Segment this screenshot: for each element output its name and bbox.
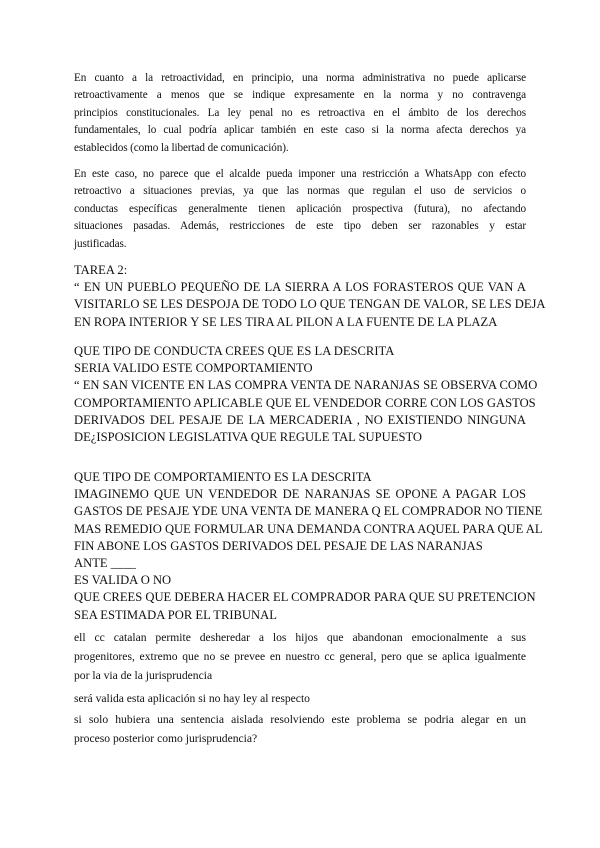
- question-line: proceso posterior como jurisprudencia?: [74, 732, 258, 745]
- paragraph-vendedor-naranjas: [74, 469, 543, 624]
- task-heading: TAREA 2:: [74, 263, 128, 277]
- text-line: progenitores, extremo que no se prevee en nuestro cc general, pero que se aplica igualmente: [74, 650, 526, 663]
- question-line: QUE TIPO DE COMPORTAMIENTO ES LA DESCRITA: [74, 470, 372, 484]
- text-line: fundamentales, lo cual podría aplicar también en este caso si la norma afecta derechos ya: [74, 124, 526, 137]
- text-line: MAS REMEDIO QUE FORMULAR UNA DEMANDA CONTRA AQUEL PARA QUE AL: [74, 521, 543, 536]
- text-line: retroactivo a situaciones previas, ya que las normas que regulan el uso de servicios o: [74, 185, 526, 198]
- text-line: EN ROPA INTERIOR Y SE LES TIRA AL PILON A LA FUENTE DE LA PLAZA: [74, 314, 498, 329]
- text-line: COMPORTAMIENTO APLICABLE QUE EL VENDEDOR CORRE CON LOS GASTOS: [74, 395, 536, 410]
- question-line: SERIA VALIDO ESTE COMPORTAMIENTO: [74, 361, 313, 376]
- text-line: por la via de la jurisprudencia: [74, 669, 213, 682]
- question-line: QUE TIPO DE CONDUCTA CREES QUE ES LA DESCRITA: [74, 344, 395, 358]
- text-line: VISITARLO SE LES DESPOJA DE TODO LO QUE TENGAN DE VALOR, SE LES DEJA: [74, 297, 546, 312]
- question-aplicacion: [74, 689, 526, 708]
- text-line: En cuanto a la retroactividad, en principio, una norma administrativa no puede aplicarse: [74, 72, 526, 84]
- question-line: si solo hubiera una sentencia aislada resolviendo este problema se podria alegar en un: [74, 713, 526, 726]
- question-line: QUE CREES QUE DEBERA HACER EL COMPRADOR PARA QUE SU PRETENCION: [74, 590, 536, 605]
- text-line: ell cc catalan permite desheredar a los hijos que abandonan emocionalmente a sus: [74, 631, 526, 644]
- text-line: FIN ABONE LOS GASTOS DERIVADOS DEL PESAJE DE LAS NARANJAS: [74, 538, 483, 553]
- text-line: establecidos (como la libertad de comunicación).: [74, 141, 289, 154]
- paragraph-cc-catalan: [74, 628, 526, 685]
- text-line: justificadas.: [74, 237, 127, 250]
- text-line: “ EN SAN VICENTE EN LAS COMPRA VENTA DE NARANJAS SE OBSERVA COMO: [74, 378, 538, 393]
- text-line: “ EN UN PUEBLO PEQUEÑO DE LA SIERRA A LOS FORASTEROS QUE VAN A: [74, 280, 526, 295]
- text-line: DERIVADOS DEL PESAJE DE LA MERCADERIA , NO EXISTIENDO NINGUNA: [74, 412, 526, 427]
- paragraph-alcalde-whatsapp: [74, 166, 526, 253]
- paragraph-retroactividad: [74, 70, 526, 157]
- text-line: IMAGINEMO QUE UN VENDEDOR DE NARANJAS SE OPONE A PAGAR LOS: [74, 487, 526, 502]
- text-line: conductas específicas generalmente tienen aplicación prospectiva (futura), no afectando: [74, 202, 526, 215]
- text-line: situaciones pasadas. Además, restricciones de este tipo deben ser razonables y estar: [74, 220, 526, 233]
- text-line: ANTE ____: [74, 556, 136, 571]
- question-jurisprudencia: [74, 710, 526, 748]
- question-line: ES VALIDA O NO: [74, 573, 172, 588]
- question-line: será valida esta aplicación si no hay ley al respecto: [74, 692, 310, 705]
- text-line: principios constitucionales. La ley penal no es retroactiva en el ámbito de los derechos: [74, 106, 526, 119]
- paragraph-san-vicente: [74, 343, 538, 446]
- text-line: DE¿ISPOSICION LEGISLATIVA QUE REGULE TAL SUPUESTO: [74, 430, 423, 445]
- question-line: SEA ESTIMADA POR EL TRIBUNAL: [74, 607, 277, 622]
- text-line: GASTOS DE PESAJE YDE UNA VENTA DE MANERA Q EL COMPRADOR NO TIENE: [74, 504, 543, 519]
- text-line: retroactivamente a menos que se indique expresamente en la norma y no contravenga: [74, 89, 526, 102]
- paragraph-tarea-2: [74, 262, 546, 331]
- text-line: En este caso, no parece que el alcalde pueda imponer una restricción a WhatsApp con efecto: [74, 168, 526, 180]
